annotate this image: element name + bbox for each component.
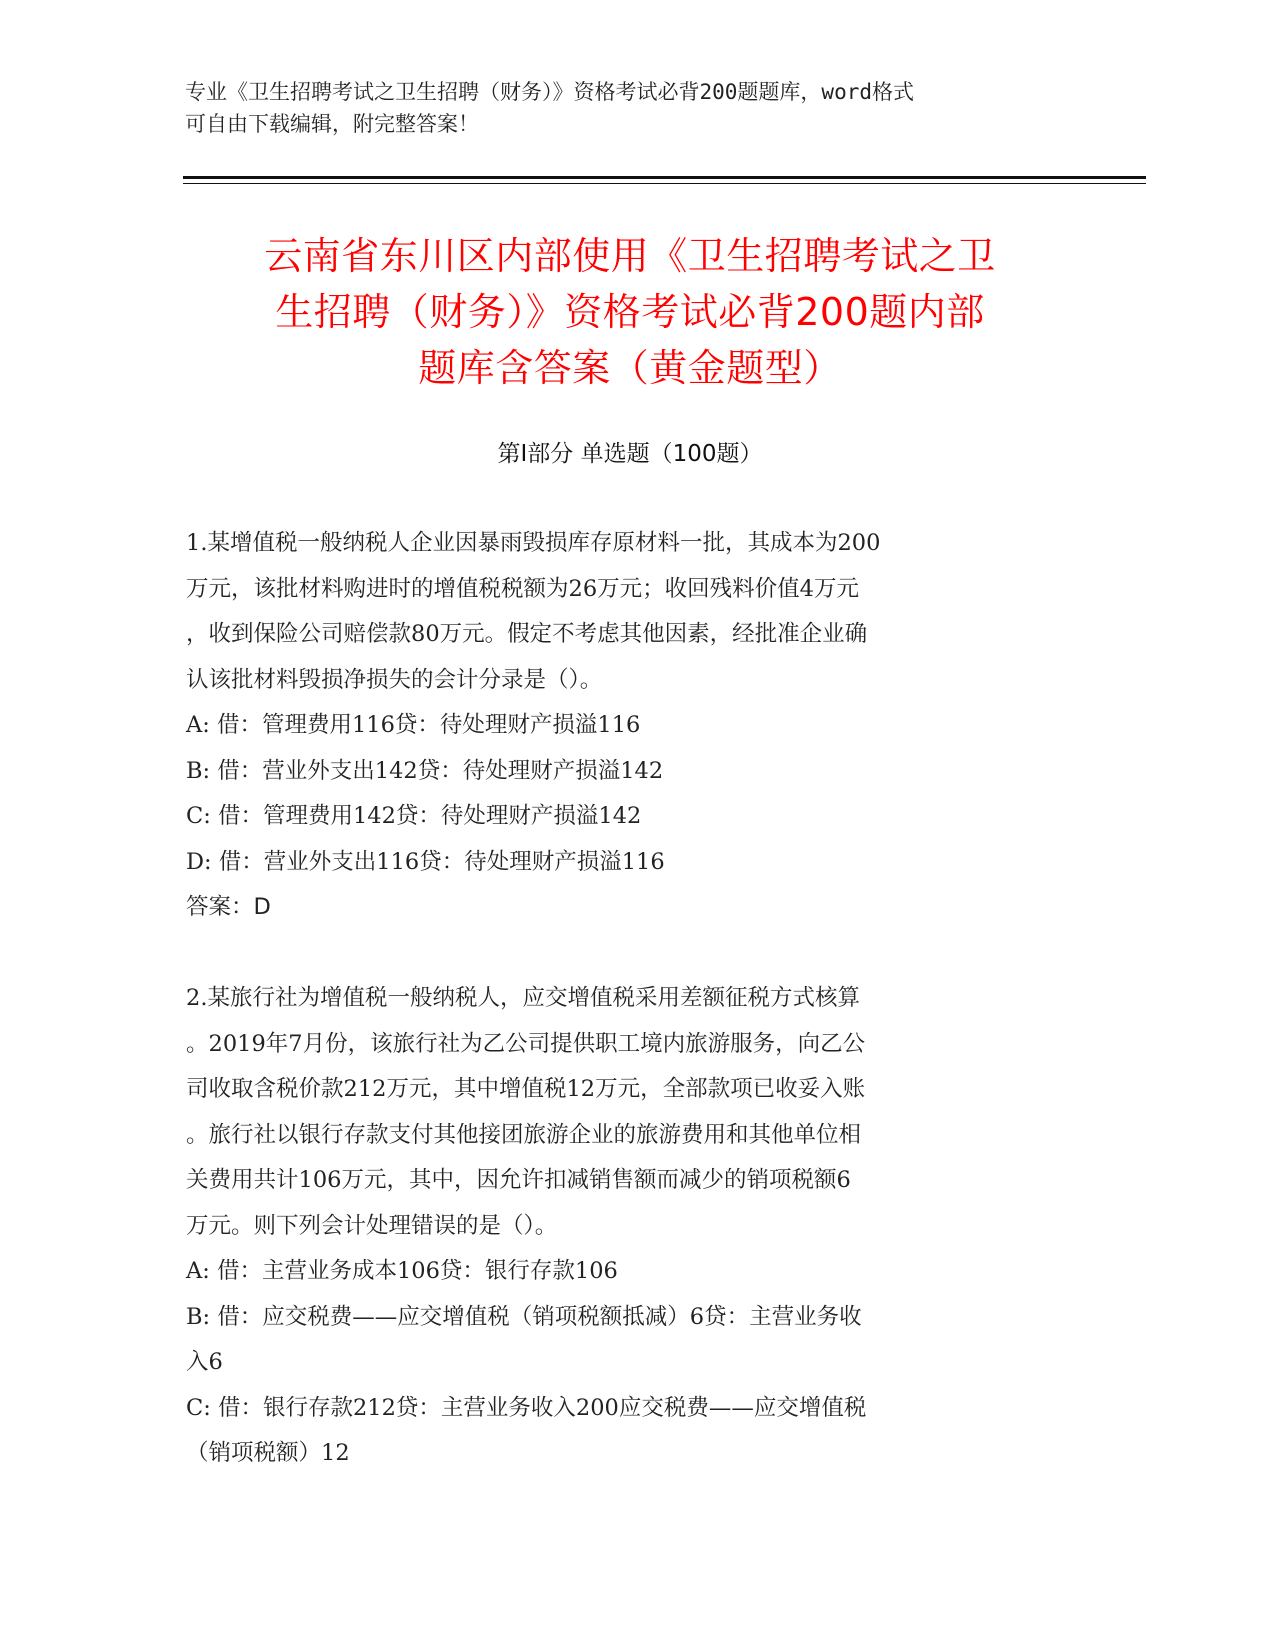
question-text-line: 司收取含税价款212万元，其中增值税12万元，全部款项已收妥入账 bbox=[186, 1076, 866, 1102]
question-text-line: ，收到保险公司赔偿款80万元。假定不考虑其他因素，经批准企业确 bbox=[186, 621, 868, 647]
header-divider-thin bbox=[183, 183, 1146, 184]
document-title bbox=[180, 228, 1080, 396]
question-text-line: 万元。则下列会计处理错误的是（）。 bbox=[186, 1212, 558, 1239]
header-note-line: 专业《卫生招聘考试之卫生招聘（财务）》资格考试必背200题题库，word格式 bbox=[185, 80, 914, 104]
question-2 bbox=[186, 976, 1086, 1477]
header-note bbox=[185, 76, 1065, 140]
question-text-line: 认该批材料毁损净损失的会计分录是（）。 bbox=[186, 666, 603, 693]
option-b-continued: 入6 bbox=[186, 1349, 223, 1375]
question-text-line: 。旅行社以银行存款支付其他接团旅游企业的旅游费用和其他单位相 bbox=[186, 1121, 862, 1148]
option-a: A: 借：管理费用116贷：待处理财产损溢116 bbox=[186, 712, 641, 738]
question-text-line: 关费用共计106万元，其中，因允许扣减销售额而减少的销项税额6 bbox=[186, 1167, 851, 1193]
question-text-line: 1.某增值税一般纳税人企业因暴雨毁损库存原材料一批，其成本为200 bbox=[186, 530, 881, 556]
question-text-line: 。2019年7月份，该旅行社为乙公司提供职工境内旅游服务，向乙公 bbox=[186, 1030, 866, 1057]
option-c: C: 借：管理费用142贷：待处理财产损溢142 bbox=[186, 803, 642, 829]
header-divider-thick bbox=[183, 176, 1146, 179]
option-c-continued: （销项税额）12 bbox=[186, 1440, 350, 1466]
question-text-line: 万元，该批材料购进时的增值税税额为26万元；收回残料价值4万元 bbox=[186, 575, 859, 602]
header-note-line: 可自由下载编辑，附完整答案！ bbox=[185, 112, 479, 136]
answer-line: 答案：D bbox=[186, 894, 271, 920]
section-heading: 第Ⅰ部分 单选题（100题） bbox=[497, 441, 763, 467]
title-line: 云南省东川区内部使用《卫生招聘考试之卫 bbox=[264, 234, 996, 278]
title-line: 生招聘（财务）》资格考试必背200题内部 bbox=[275, 290, 985, 334]
title-line: 题库含答案（黄金题型） bbox=[418, 346, 842, 390]
question-text-line: 2.某旅行社为增值税一般纳税人，应交增值税采用差额征税方式核算 bbox=[186, 985, 860, 1011]
option-b: B: 借：应交税费——应交增值税（销项税额抵减）6贷：主营业务收 bbox=[186, 1303, 862, 1330]
option-d: D: 借：营业外支出116贷：待处理财产损溢116 bbox=[186, 848, 665, 875]
question-1 bbox=[186, 521, 1086, 931]
option-c: C: 借：银行存款212贷：主营业务收入200应交税费——应交增值税 bbox=[186, 1394, 867, 1421]
option-a: A: 借：主营业务成本106贷：银行存款106 bbox=[186, 1258, 618, 1284]
option-b: B: 借：营业外支出142贷：待处理财产损溢142 bbox=[186, 757, 664, 784]
